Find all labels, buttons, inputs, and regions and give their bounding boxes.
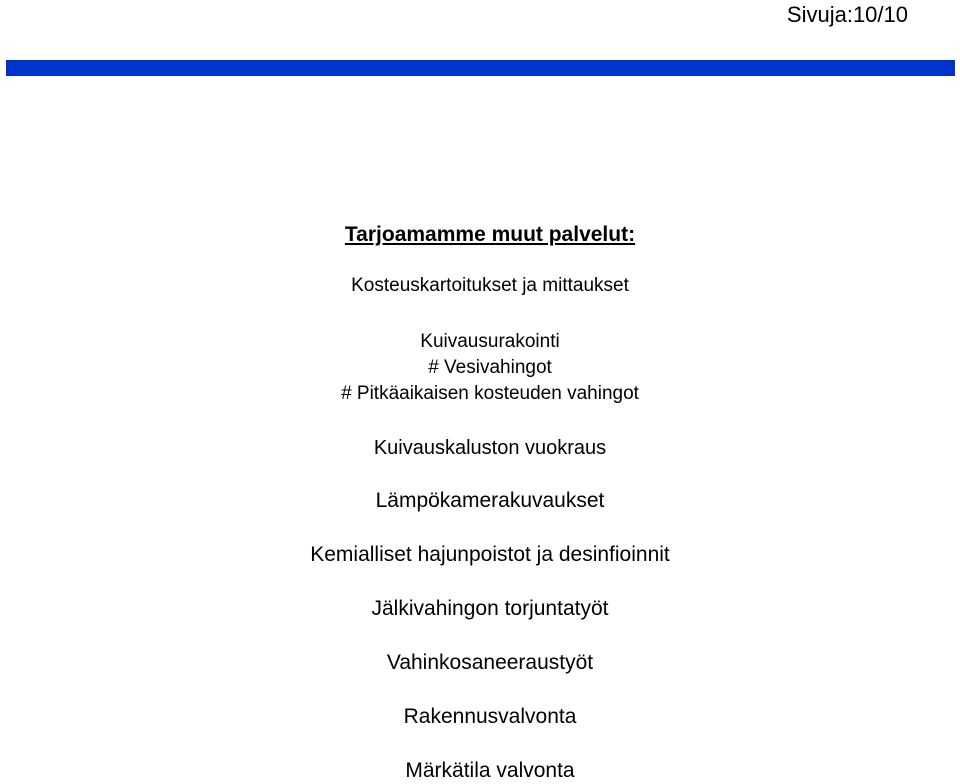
service-item: Kosteuskartoitukset ja mittaukset [351,275,629,296]
service-subitem: # Vesivahingot [428,357,552,378]
service-item: Märkätila valvonta [405,759,575,782]
section-title: Tarjoamamme muut palvelut: [344,223,636,246]
service-subitem: # Pitkäaikaisen kosteuden vahingot [341,383,639,404]
page-number: Sivuja:10/10 [786,2,908,27]
service-item: Jälkivahingon torjuntatyöt [371,597,609,620]
service-item: Kemialliset hajunpoistot ja desinfioinnit [310,543,670,566]
service-item: Kuivauskaluston vuokraus [373,437,607,459]
service-item: Rakennusvalvonta [403,705,577,728]
service-item: Vahinkosaneeraustyöt [386,651,594,674]
service-item: Lämpökamerakuvaukset [375,489,605,512]
service-item: Kuivausurakointi [420,331,560,352]
